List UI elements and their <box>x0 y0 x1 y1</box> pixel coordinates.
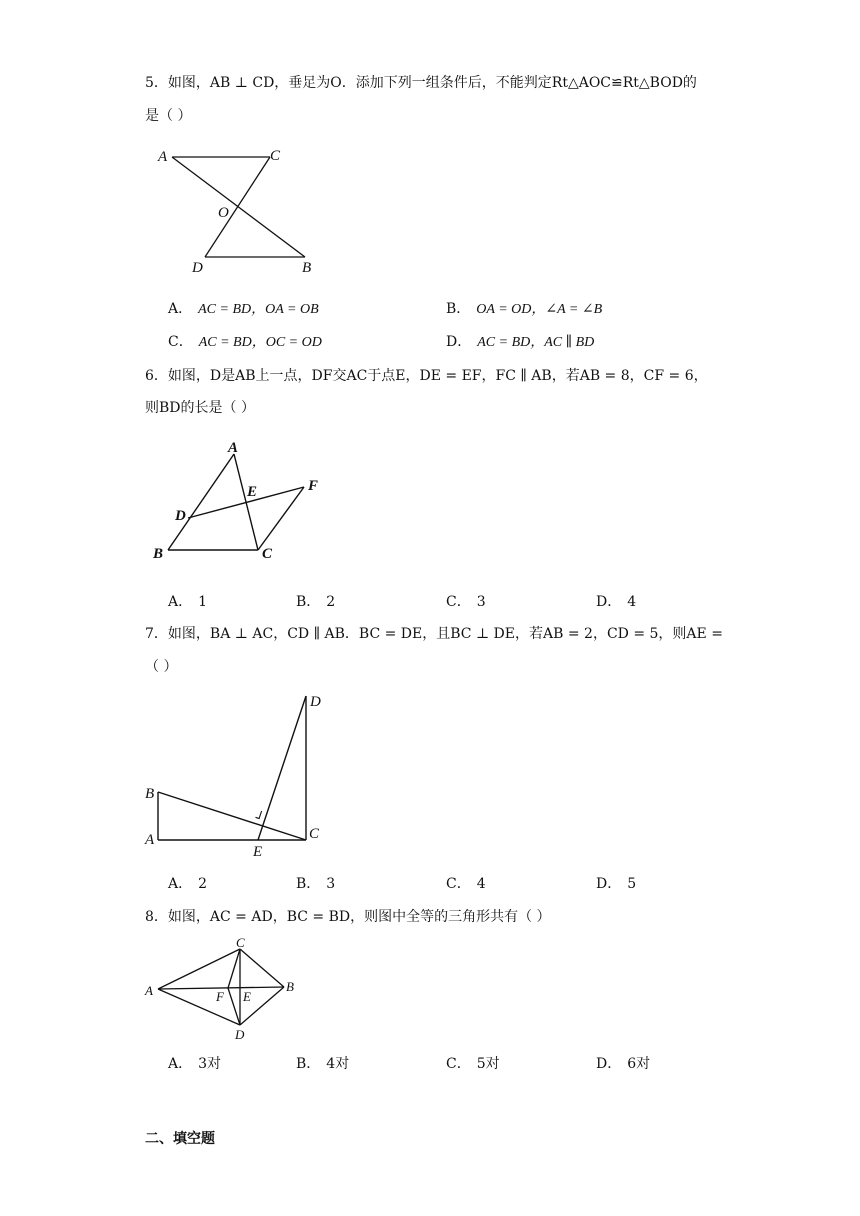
q7-option-d[interactable]: D． 5 <box>596 876 637 892</box>
q6-option-d[interactable]: D． 4 <box>596 594 637 610</box>
q6-label-b: B <box>153 546 164 562</box>
q8-label-b: B <box>286 979 294 994</box>
q5-option-c[interactable]: C． AC = BD，OC = OD <box>168 334 322 350</box>
q7-option-a[interactable]: A． 2 <box>168 876 208 892</box>
q8-option-b[interactable]: B． 4对 <box>296 1056 350 1072</box>
q5-label-d: D <box>192 260 203 276</box>
q6-figure <box>150 438 340 568</box>
q5-option-d[interactable]: D． AC = BD，AC ∥ BD <box>446 334 595 350</box>
q5-label-b: B <box>302 260 312 276</box>
section-title: 二、填空题 <box>145 1131 215 1147</box>
q7-label-c: C <box>309 826 320 842</box>
q7-label-e: E <box>253 844 263 860</box>
q8-stem-line1: 8．如图，AC = AD，BC = BD，则图中全等的三角形共有（ ） <box>145 909 551 925</box>
q7-label-a: A <box>145 832 155 848</box>
q8-option-d[interactable]: D． 6对 <box>596 1056 651 1072</box>
q8-label-a: A <box>145 983 153 998</box>
q6-label-e: E <box>247 484 258 500</box>
q6-option-b[interactable]: B． 2 <box>296 594 336 610</box>
q5-figure <box>150 145 340 280</box>
q6-label-f: F <box>308 478 319 494</box>
q8-label-e: E <box>243 989 251 1004</box>
q7-figure <box>140 688 340 863</box>
q8-option-a[interactable]: A． 3对 <box>168 1056 222 1072</box>
q5-label-c: C <box>270 148 281 164</box>
q6-option-c[interactable]: C． 3 <box>446 594 486 610</box>
q5-label-o: O <box>218 205 229 221</box>
q5-stem-line1: 5．如图，AB ⊥ CD，垂足为O．添加下列一组条件后，不能判定Rt△AOC≌Rt△BOD的 <box>145 75 697 91</box>
q8-label-d: D <box>235 1027 245 1042</box>
q6-stem-line2: 则BD的长是（ ） <box>145 400 255 416</box>
q5-option-a[interactable]: A． AC = BD，OA = OB <box>168 301 319 317</box>
q8-option-c[interactable]: C． 5对 <box>446 1056 500 1072</box>
q7-stem-line1: 7．如图，BA ⊥ AC，CD ∥ AB．BC = DE，且BC ⊥ DE，若AB = 2，CD = 5，则AE = <box>145 626 723 642</box>
q7-option-c[interactable]: C． 4 <box>446 876 486 892</box>
q8-figure <box>140 935 310 1047</box>
q8-label-f: F <box>216 989 224 1004</box>
q6-label-a: A <box>228 440 239 456</box>
q7-label-b: B <box>145 786 155 802</box>
q7-stem-line2: （ ） <box>145 659 178 675</box>
q5-stem-line2: 是（ ） <box>145 108 192 124</box>
q6-option-a[interactable]: A． 1 <box>168 594 208 610</box>
q6-label-c: C <box>262 546 273 562</box>
q5-option-b[interactable]: B． OA = OD，∠A = ∠B <box>446 301 603 317</box>
q8-label-c: C <box>236 935 245 950</box>
q7-option-b[interactable]: B． 3 <box>296 876 336 892</box>
q5-label-a: A <box>158 149 168 165</box>
q6-label-d: D <box>175 508 186 524</box>
q6-stem-line1: 6．如图，D是AB上一点，DF交AC于点E，DE = EF，FC ∥ AB，若AB = 8，CF = 6， <box>145 368 708 384</box>
q7-label-d: D <box>310 694 321 710</box>
